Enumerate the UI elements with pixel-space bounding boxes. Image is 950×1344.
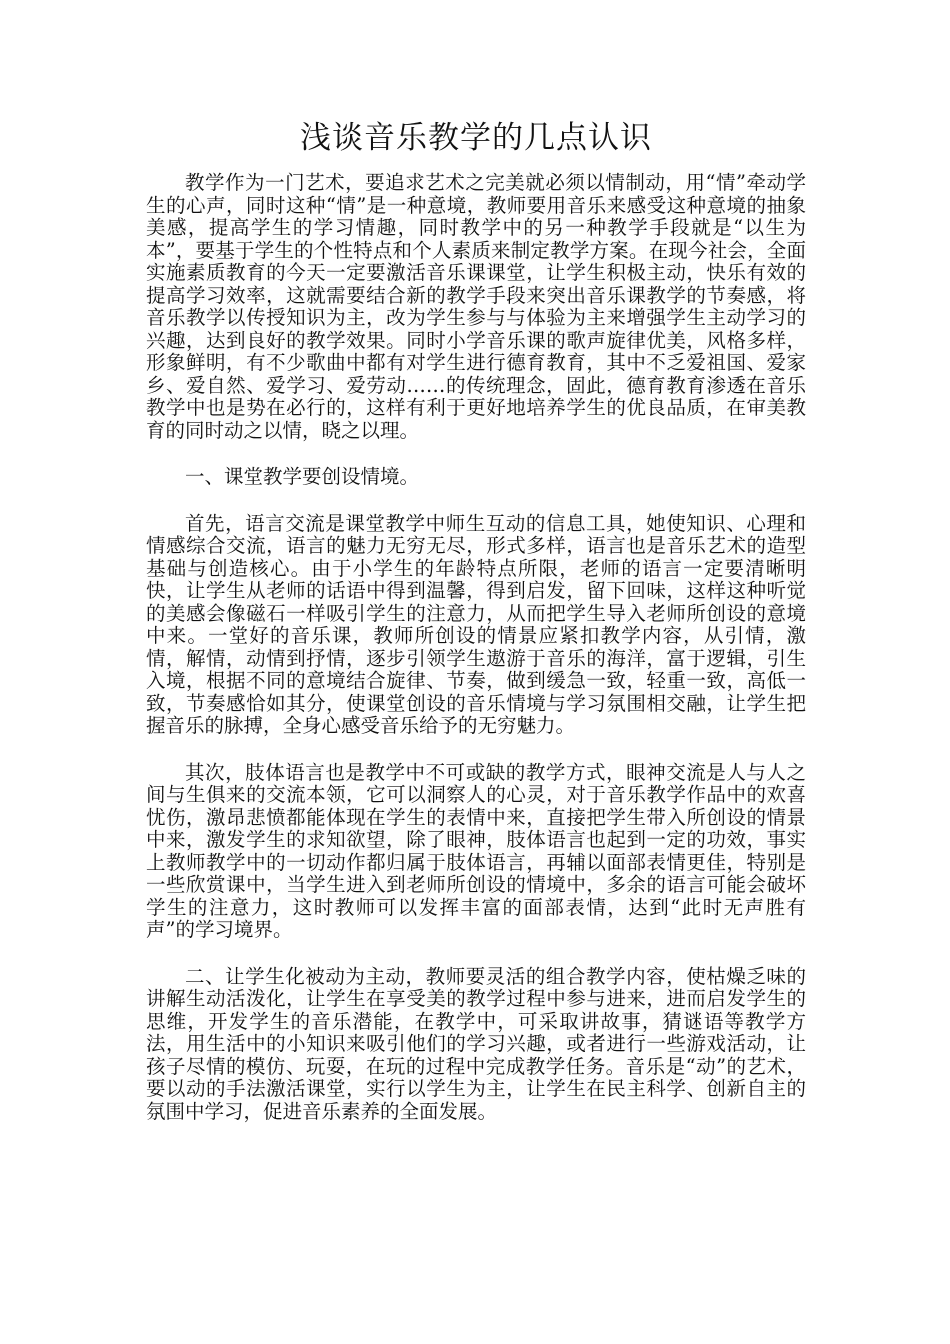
document-title: 浅谈音乐教学的几点认识 bbox=[300, 120, 652, 156]
document-page bbox=[146, 118, 806, 1147]
section-heading-1: 一、课堂教学要创设情境。 bbox=[185, 465, 420, 488]
paragraph-body-language: 其次，肢体语言也是教学中不可或缺的教学方式，眼神交流是人与人之间与生俱来的交流本领，它可以洞察人的心灵，对于音乐教学作品中的欢喜忧伤，激昂悲愤都能体现在学生的表情中来，直接把学生带入所创设的情景中来，激发学生的求知欲望，除了眼神，肢体语言也起到一定的功效，事实上教师教学中的一切动作都归属于肢体语言，再辅以面部表情更佳，特别是一些欣赏课中，当学生进入到老师所创设的情境中，多余的语言可能会破坏学生的注意力，这时教师可以发挥丰富的面部表情，达到“此时无声胜有声”的学习境界。 bbox=[146, 760, 806, 941]
paragraph-verbal-language: 首先，语言交流是课堂教学中师生互动的信息工具，她使知识、心理和情感综合交流，语言的魅力无穷无尽，形式多样，语言也是音乐艺术的造型基础与创造核心。由于小学生的年龄特点所限，老师的语言一定要清晰明快，让学生从老师的话语中得到温馨，得到启发，留下回味，这样这种听觉的美感会像磁石一样吸引学生的注意力，从而把学生导入老师所创设的意境中来。一堂好的音乐课，教师所创设的情景应紧扣教学内容，从引情，激情，解情，动情到抒情，逐步引领学生遨游于音乐的海洋，富于逻辑，引生入境，根据不同的意境结合旋律、节奏，做到缓急一致，轻重一致，高低一致，节奏感恰如其分，使课堂创设的音乐情境与学习氛围相交融，让学生把握音乐的脉搏，全身心感受音乐给予的无穷魅力。 bbox=[146, 511, 806, 737]
paragraph-active-learning: 二、让学生化被动为主动，教师要灵活的组合教学内容，使枯燥乏味的讲解生动活泼化，让学生在享受美的教学过程中参与进来，进而启发学生的思维，开发学生的音乐潜能，在教学中，可采取讲故事，猜谜语等教学方法，用生活中的小知识来吸引他们的学习兴趣，或者进行一些游戏活动，让孩子尽情的模仿、玩耍，在玩的过程中完成教学任务。音乐是“动”的艺术，要以动的手法激活课堂，实行以学生为主，让学生在民主科学、创新自主的氛围中学习，促进音乐素养的全面发展。 bbox=[146, 964, 806, 1123]
paragraph-intro: 教学作为一门艺术，要追求艺术之完美就必须以情制动，用“情”牵动学生的心声，同时这种“情”是一种意境，教师要用音乐来感受这种意境的抽象美感，提高学生的学习情趣，同时教学中的另一种教学手段就是“以生为本”，要基于学生的个性特点和个人素质来制定教学方案。在现今社会，全面实施素质教育的今天一定要激活音乐课课堂，让学生积极主动，快乐有效的提高学习效率，这就需要结合新的教学手段来突出音乐课教学的节奏感，将音乐教学以传授知识为主，改为学生参与与体验为主来增强学生主动学习的兴趣，达到良好的教学效果。同时小学音乐课的歌声旋律优美，风格多样，形象鲜明，有不少歌曲中都有对学生进行德育教育，其中不乏爱祖国、爱家乡、爱自然、爱学习、爱劳动……的传统理念，固此，德育教育渗透在音乐教学中也是势在必行的，这样有利于更好地培养学生的优良品质，在审美教育的同时动之以情，晓之以理。 bbox=[146, 171, 806, 442]
